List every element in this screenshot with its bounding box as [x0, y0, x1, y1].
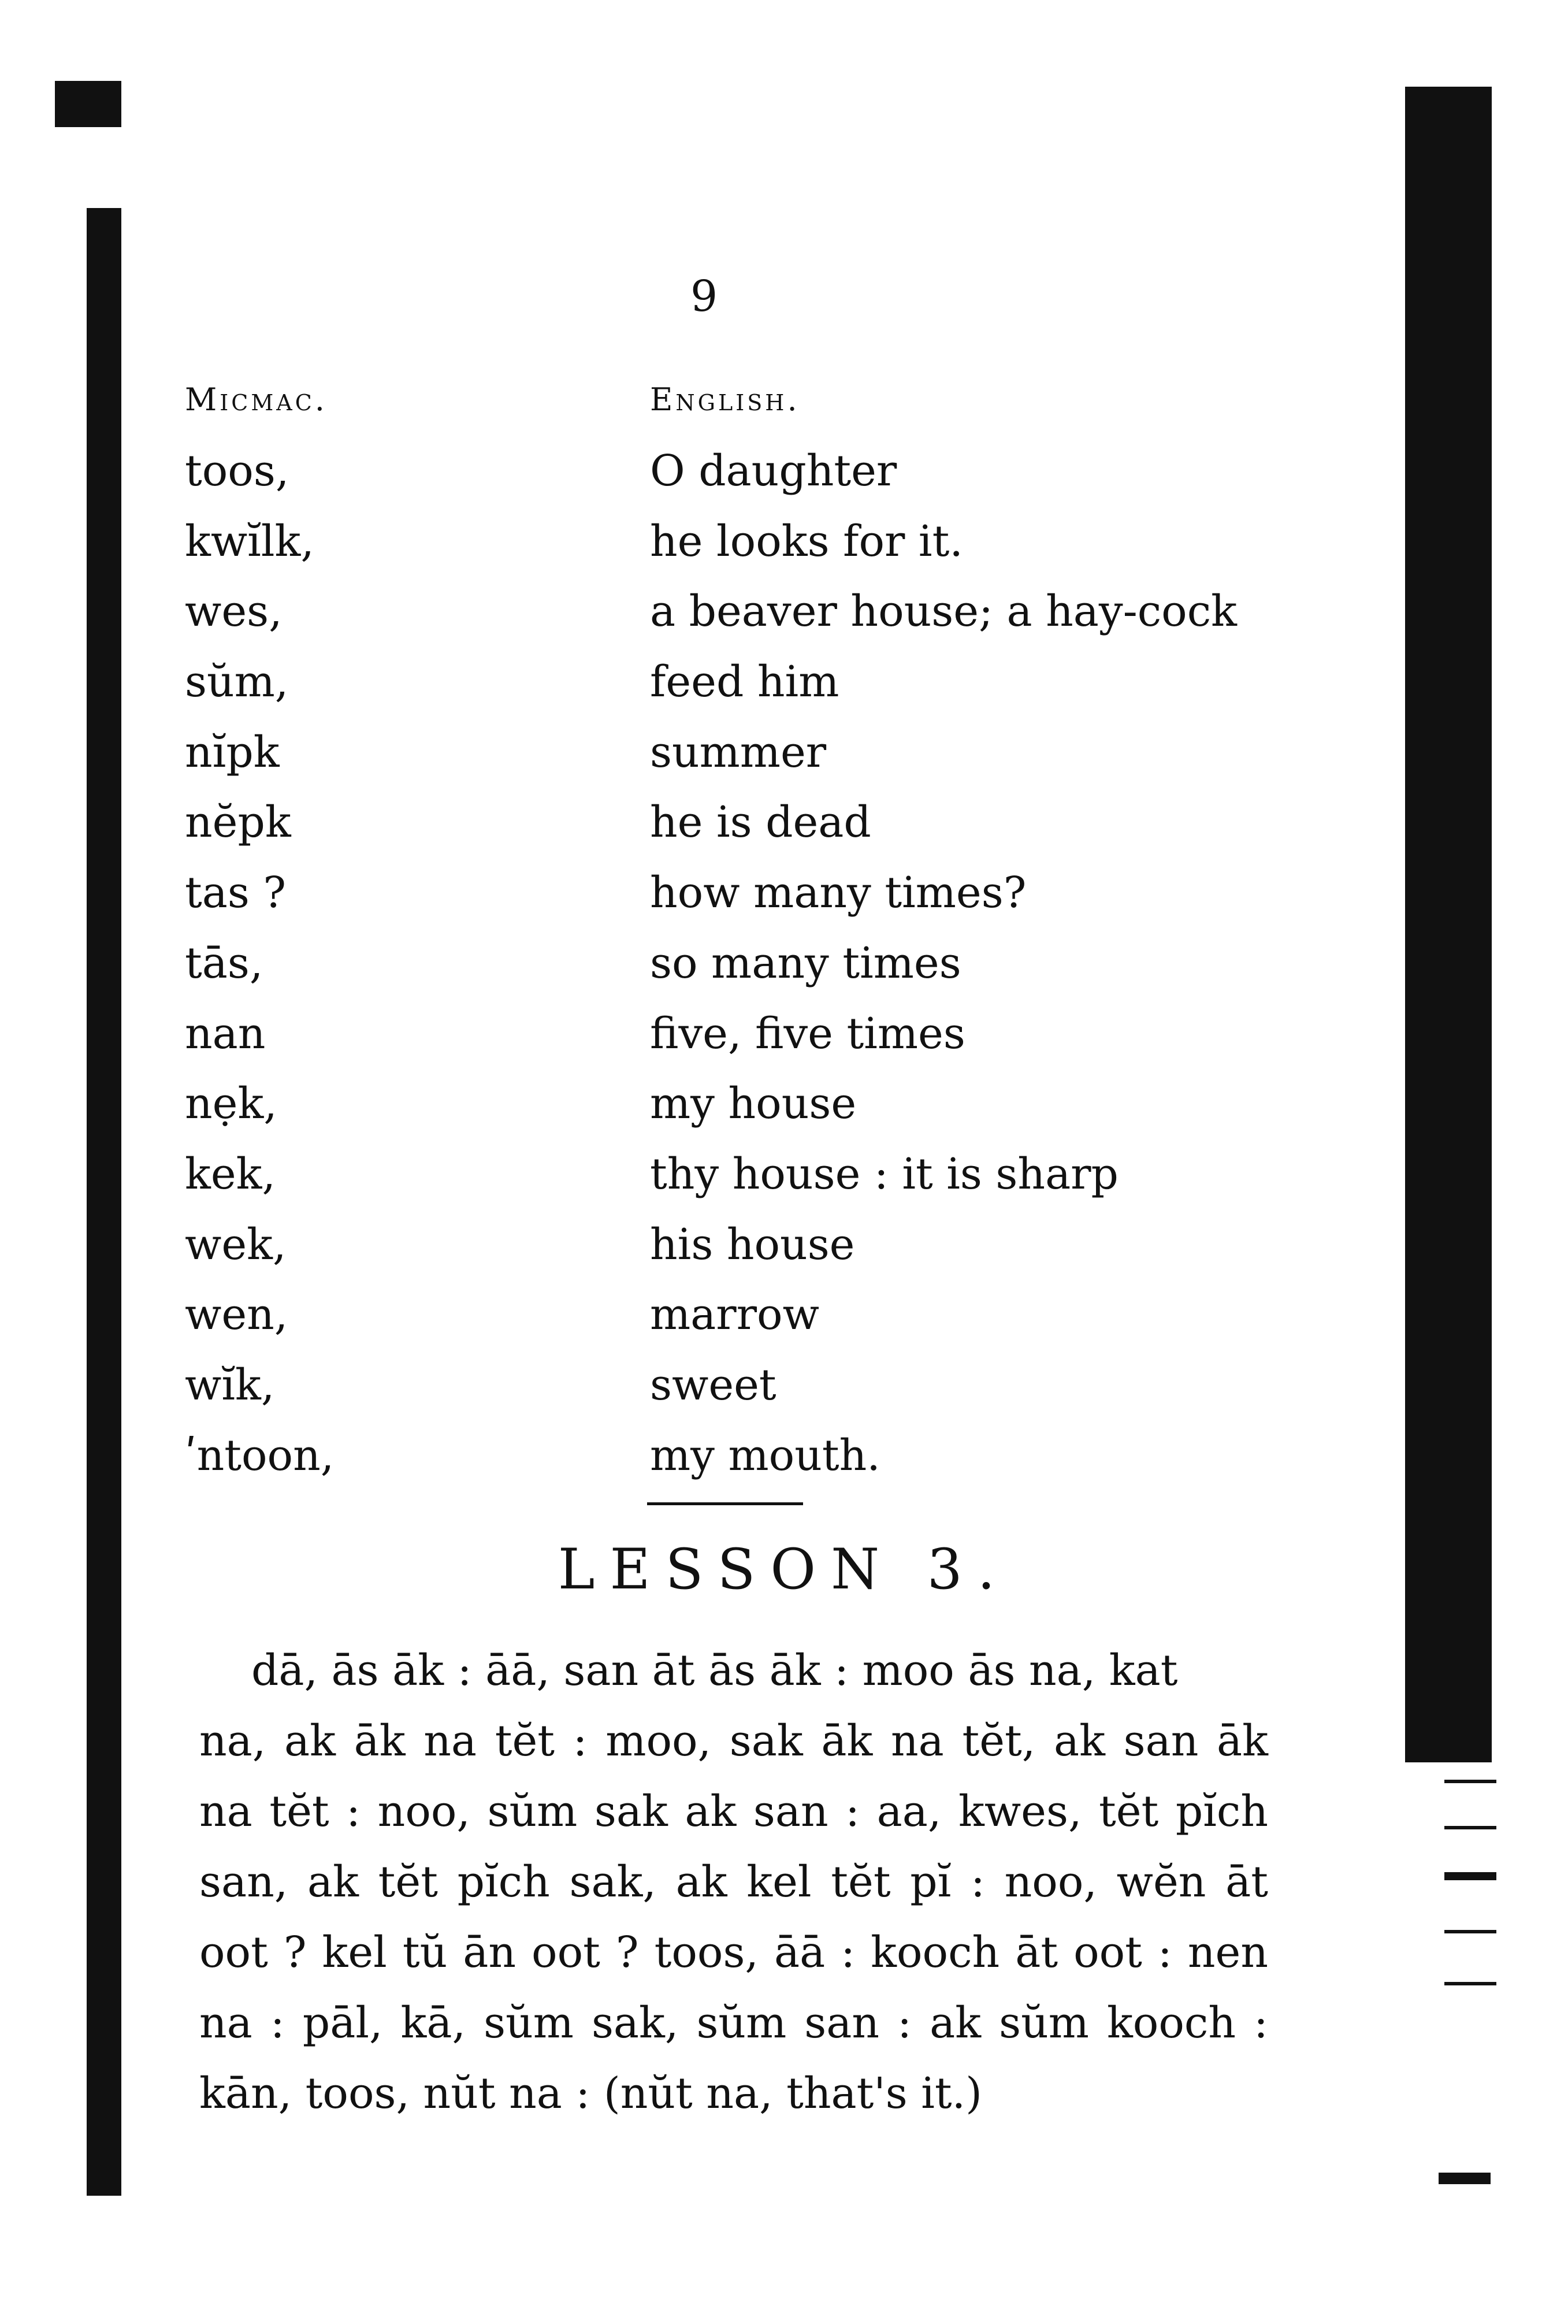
english-translation: feed him — [650, 657, 839, 707]
english-translation: he is dead — [650, 797, 871, 848]
vocabulary-list — [185, 436, 1340, 1491]
lesson-line: kel tŭ ān oot ? toos, āā : kooch āt oot : nen na : — [199, 1928, 1268, 2048]
vocab-row — [185, 999, 1340, 1070]
micmac-word: tās, — [185, 938, 263, 988]
lesson-title: LESSON 3. — [558, 1537, 1010, 1602]
english-translation: how many times? — [650, 868, 1027, 918]
english-translation: my mouth. — [650, 1430, 880, 1480]
lesson-text — [199, 1635, 1268, 2129]
micmac-word: tas ? — [185, 868, 287, 918]
scan-edge-right-foot — [1439, 2173, 1491, 2184]
lesson-line: na, ak āk na tĕt : moo, sak āk na tĕt, ak san āk na — [199, 1716, 1268, 1836]
vocab-row — [185, 577, 1340, 647]
vocab-row — [185, 1139, 1340, 1210]
vocab-row — [185, 1210, 1340, 1280]
vocab-row — [185, 788, 1340, 858]
lesson-line: dā, ās āk : āā, san āt ās āk : moo ās na, kat — [251, 1646, 1178, 1695]
lesson-line: ak tĕt pĭch sak, ak kel tĕt pĭ : noo, wĕn āt oot ? — [199, 1857, 1268, 1977]
micmac-word: wek, — [185, 1219, 287, 1269]
vocab-row — [185, 1280, 1340, 1350]
micmac-word: nan — [185, 1008, 266, 1059]
lesson-line: toos, nŭt na : (nŭt na, that's it.) — [305, 2069, 983, 2118]
scan-edge-left-top — [55, 81, 121, 127]
micmac-word: toos, — [185, 446, 289, 496]
english-translation: a beaver house; a hay-cock — [650, 586, 1238, 637]
micmac-word: wĭk, — [185, 1360, 275, 1410]
vocab-row — [185, 507, 1340, 577]
english-translation: O daughter — [650, 446, 897, 496]
vocab-row — [185, 1069, 1340, 1139]
english-translation: so many times — [650, 938, 961, 988]
lesson-line: tĕt : noo, sŭm sak ak san : aa, kwes, tĕt pĭch san, — [199, 1787, 1268, 1907]
micmac-word: ʹntoon, — [185, 1430, 335, 1480]
scan-tick — [1444, 1872, 1496, 1880]
english-translation: his house — [650, 1219, 855, 1269]
micmac-word: sŭm, — [185, 657, 289, 707]
vocab-row — [185, 929, 1340, 999]
micmac-word: nĕpk — [185, 797, 291, 848]
english-translation: sweet — [650, 1360, 776, 1410]
vocab-row — [185, 1350, 1340, 1421]
section-divider — [647, 1502, 803, 1505]
micmac-word: kwĭlk, — [185, 516, 314, 566]
micmac-word: nĭpk — [185, 727, 280, 777]
scan-tick — [1444, 1982, 1496, 1985]
vocab-row — [185, 436, 1340, 507]
lesson-line: pāl, kā, sŭm sak, sŭm san : ak sŭm kooch : kān, — [199, 1998, 1268, 2118]
scan-edge-right — [1405, 87, 1492, 1762]
english-translation: summer — [650, 727, 827, 777]
english-translation: thy house : it is sharp — [650, 1149, 1119, 1199]
micmac-word: wen, — [185, 1290, 288, 1340]
vocab-row — [185, 1421, 1340, 1491]
scan-tick — [1444, 1826, 1496, 1829]
english-translation: five, five times — [650, 1008, 965, 1059]
vocab-row — [185, 718, 1340, 788]
scan-tick — [1444, 1780, 1496, 1783]
micmac-word: nẹk, — [185, 1079, 277, 1129]
micmac-word: kek, — [185, 1149, 276, 1199]
micmac-word: wes, — [185, 586, 283, 637]
page-number: 9 — [690, 272, 718, 321]
micmac-column-header: Micmac. — [185, 381, 328, 418]
english-translation: my house — [650, 1079, 857, 1129]
vocab-row — [185, 858, 1340, 929]
english-translation: marrow — [650, 1290, 819, 1340]
english-column-header: English. — [650, 381, 800, 418]
vocab-row — [185, 647, 1340, 718]
scan-tick — [1444, 1930, 1496, 1933]
english-translation: he looks for it. — [650, 516, 963, 566]
scan-edge-left — [87, 208, 121, 2196]
